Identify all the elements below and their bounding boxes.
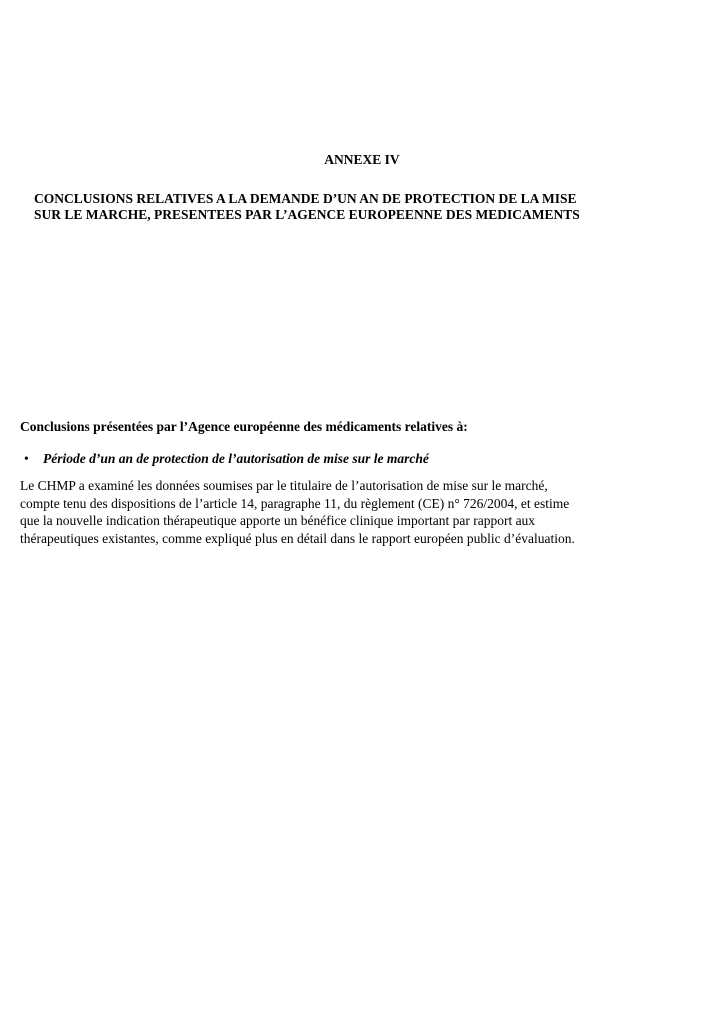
conclusions-heading: Conclusions présentées par l’Agence européenne des médicaments relatives à: (20, 419, 468, 434)
paragraph-line: compte tenu des dispositions de l’article 14, paragraphe 11, du règlement (CE) n° 726/2004, et estime (20, 495, 570, 511)
paragraph-line: thérapeutiques existantes, comme expliqué plus en détail dans le rapport européen public d’évaluation. (20, 530, 575, 546)
title-line: SUR LE MARCHE, PRESENTEES PAR L’AGENCE EUROPEENNE DES MEDICAMENTS (34, 207, 580, 222)
body-paragraph (20, 477, 710, 547)
bullet-text: Période d’un an de protection de l’autorisation de mise sur le marché (43, 451, 429, 466)
paragraph-line: Le CHMP a examiné les données soumises par le titulaire de l’autorisation de mise sur le marché, (20, 478, 548, 493)
annex-label: ANNEXE IV (324, 152, 400, 167)
document-title (34, 191, 694, 223)
paragraph-line: que la nouvelle indication thérapeutique apporte un bénéfice clinique important par rapport aux (20, 513, 536, 528)
bullet-icon: • (24, 451, 29, 466)
title-line: CONCLUSIONS RELATIVES A LA DEMANDE D’UN AN DE PROTECTION DE LA MISE (34, 191, 577, 206)
